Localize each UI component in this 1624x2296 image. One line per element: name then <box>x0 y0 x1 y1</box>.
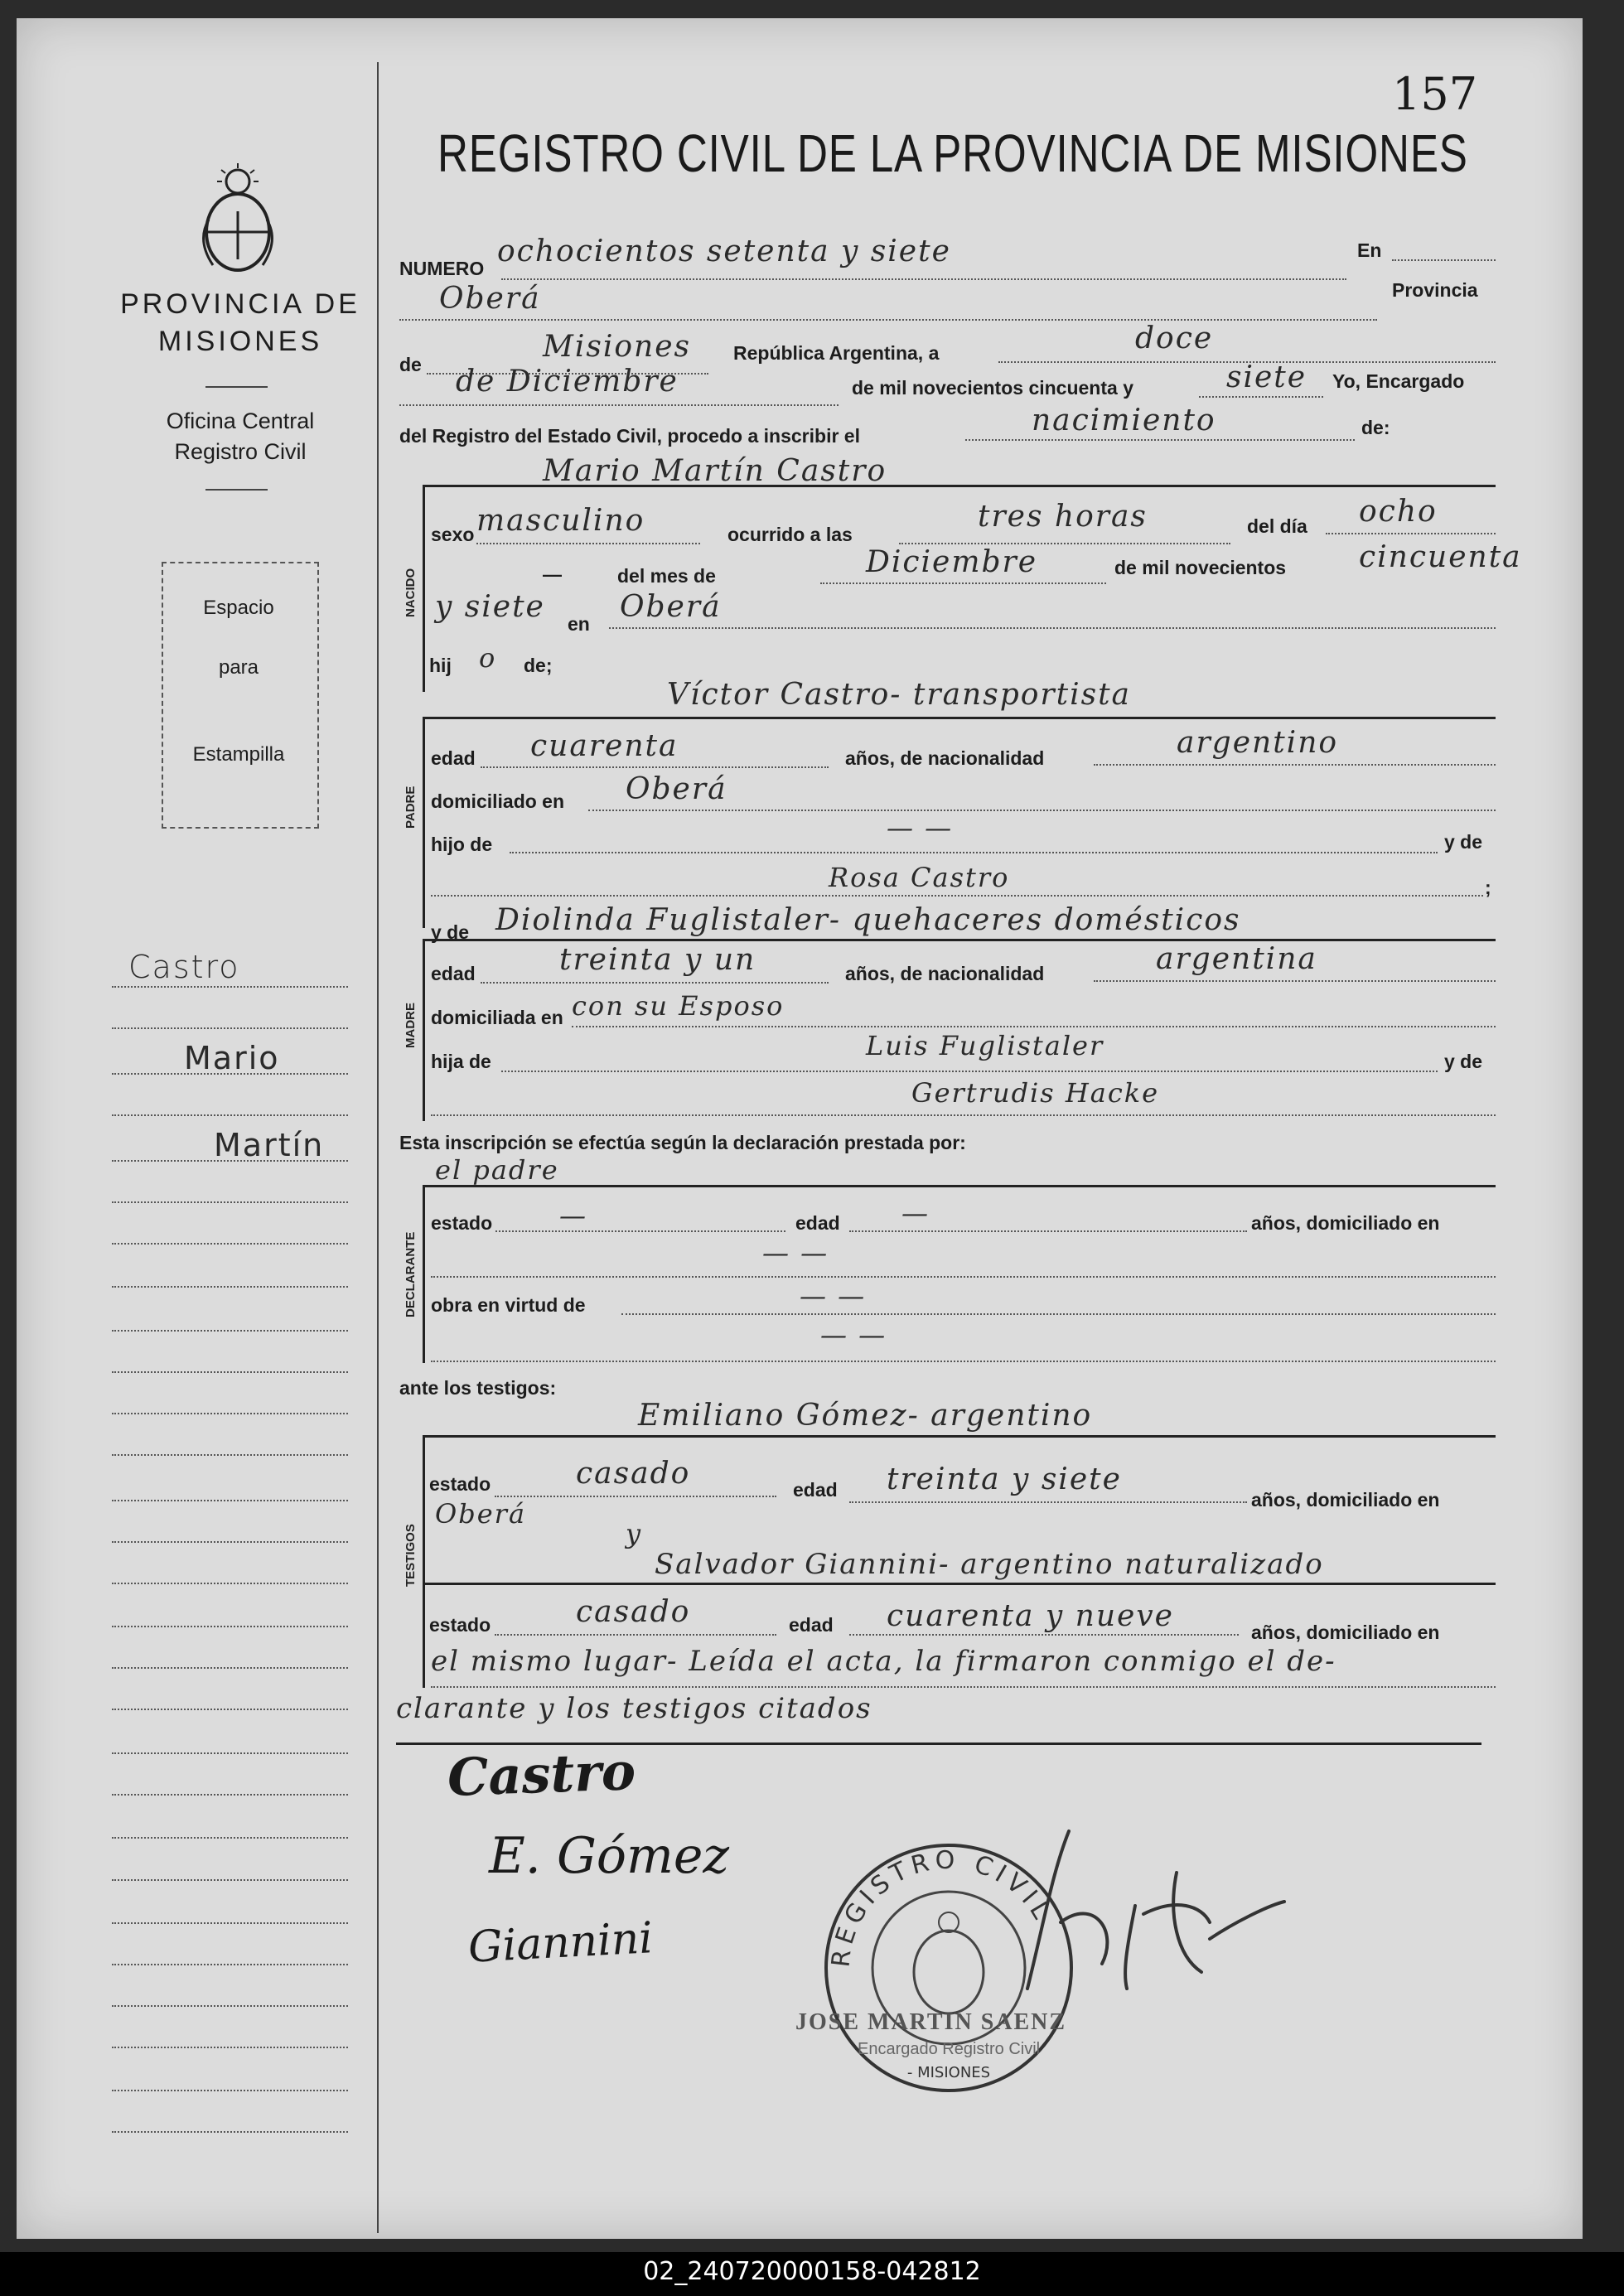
father-nac-value: argentino <box>1177 726 1339 760</box>
witness1-name: Emiliano Gómez- argentino <box>638 1399 1093 1433</box>
mother-mother-name: Gertrudis Hacke <box>911 1077 1160 1109</box>
obra-dash-2: — — <box>820 1319 887 1351</box>
witness1-edad-line <box>849 1501 1247 1503</box>
month-value: de Diciembre <box>456 365 679 399</box>
witness2-edad: cuarenta y nueve <box>887 1599 1174 1633</box>
father-edad-label: edad <box>431 747 476 769</box>
witness2-name: Salvador Giannini- argentino naturalizado <box>655 1548 1324 1581</box>
witness1-edad: treinta y siete <box>887 1462 1122 1496</box>
mother-nac-label: años, de nacionalidad <box>845 963 1045 984</box>
sexo-value: masculino <box>476 504 645 538</box>
acto-field-line <box>965 439 1355 441</box>
witness-y: y <box>626 1518 643 1549</box>
svg-text:REGISTRO CIVIL: REGISTRO CIVIL <box>826 1845 1058 1969</box>
footer-filename: 02_240720000158-042812 <box>643 2257 981 2286</box>
dia-value: ocho <box>1359 495 1438 529</box>
place-field-line <box>399 319 1377 321</box>
hij-de-label: de; <box>524 655 553 676</box>
en-place-label: en <box>568 613 590 635</box>
coat-of-arms-icon <box>192 162 283 278</box>
mother-edad-label: edad <box>431 963 476 984</box>
column-divider <box>377 62 379 2233</box>
section-bracket <box>423 485 425 692</box>
section-label-nacido: NACIDO <box>404 568 418 617</box>
declarante-edad-line <box>849 1230 1247 1232</box>
witness1-estado: casado <box>576 1457 691 1491</box>
father-name-line <box>423 717 1496 719</box>
province-name-line2: MISIONES <box>157 326 323 357</box>
en-field-line <box>1392 259 1496 261</box>
lugar-value: Oberá <box>620 590 722 624</box>
witness1-edad-label: edad <box>793 1479 838 1501</box>
page-number: 157 <box>1392 68 1478 120</box>
dash: — <box>543 563 562 585</box>
witness2-dom-label: años, domiciliado en <box>1251 1622 1440 1643</box>
sexo-field-line <box>476 543 700 544</box>
obra-line <box>621 1313 1496 1315</box>
closing-line: clarante y los testigos citados <box>396 1692 872 1725</box>
section-bracket <box>423 717 425 928</box>
svg-text:- MISIONES: - MISIONES <box>906 2064 991 2081</box>
stamp-label-3: Estampilla <box>192 743 285 766</box>
mes-field-line <box>820 582 1106 584</box>
declaracion-label: Esta inscripción se efectúa según la declaración prestada por: <box>399 1132 966 1153</box>
mother-edad-line <box>481 982 829 984</box>
dia-field-line <box>1326 533 1496 534</box>
obra-value: — — <box>800 1280 867 1312</box>
declarante-estado-value: — <box>559 1200 587 1231</box>
father-hijo-line <box>510 852 1438 853</box>
mother-yde2-label: y de <box>1444 1051 1483 1072</box>
margin-middlename: Martín <box>214 1127 325 1163</box>
de-label: de <box>399 354 422 375</box>
republica-label: República Argentina, a <box>733 342 940 364</box>
divider <box>205 386 268 388</box>
mother-dom-label: domiciliada en <box>431 1007 563 1028</box>
witness1-dom-label: años, domiciliado en <box>1251 1489 1440 1511</box>
official-name: JOSE MARTIN SAENZ <box>795 2009 1067 2035</box>
mother-name: Diolinda Fuglistaler- quehaceres domésticos <box>495 903 1241 937</box>
father-nac-label: años, de nacionalidad <box>845 747 1045 769</box>
child-name-line <box>423 485 1496 487</box>
witness1-dom: Oberá <box>435 1498 527 1530</box>
father-parent-dash: — — <box>887 812 954 843</box>
witness2-edad-line <box>849 1634 1239 1636</box>
year-value: siete <box>1226 360 1307 394</box>
hora-field-line <box>899 543 1230 544</box>
section-bracket <box>423 1185 425 1363</box>
year-field-line <box>1199 396 1323 398</box>
margin-firstname: Mario <box>184 1040 280 1076</box>
declarante-edad-label: edad <box>795 1212 840 1234</box>
office-name: Oficina Central <box>166 408 315 433</box>
declarante-estado-label: estado <box>431 1212 493 1234</box>
numero-label: NUMERO <box>399 258 485 279</box>
place-value: Oberá <box>439 282 541 316</box>
witness1-estado-line <box>495 1496 776 1497</box>
declarante-name: el padre <box>435 1154 559 1186</box>
stamp-label: Espacio <box>203 597 274 619</box>
page-title: REGISTRO CIVIL DE LA PROVINCIA DE MISIONES <box>437 123 1468 183</box>
hora-value: tres horas <box>978 500 1148 534</box>
stamp-label-2: para <box>218 656 259 679</box>
father-dom-line <box>588 810 1496 811</box>
office-name-line2: Registro Civil <box>174 439 307 464</box>
mother-father-name: Luis Fuglistaler <box>866 1030 1104 1061</box>
declarante-dom-line <box>431 1276 1496 1278</box>
signature-witness1: E. Gómez <box>489 1827 730 1885</box>
de2-label: de: <box>1361 417 1390 438</box>
section-label-madre: MADRE <box>404 1003 418 1048</box>
declarante-name-line <box>423 1185 1496 1187</box>
witness2-estado: casado <box>576 1595 691 1629</box>
mother-dom-value: con su Esposo <box>572 990 785 1022</box>
witness2-edad-label: edad <box>789 1614 834 1636</box>
mother-nac-value: argentina <box>1156 942 1317 976</box>
mes-value: Diciembre <box>866 545 1038 579</box>
numero-value: ochocientos setenta y siete <box>497 234 951 268</box>
witness2-estado-label: estado <box>429 1614 491 1636</box>
signature-declarante: Castro <box>446 1741 637 1808</box>
witness1-name-line <box>423 1435 1496 1438</box>
father-edad-line <box>481 766 829 768</box>
mother-mother-line <box>431 1114 1496 1116</box>
ocurrido-label: ocurrido a las <box>727 524 853 545</box>
anio-label: de mil novecientos <box>1114 557 1287 578</box>
witness1-estado-label: estado <box>429 1473 491 1495</box>
declarante-dom-dash: — — <box>762 1237 829 1269</box>
father-dom-label: domiciliado en <box>431 790 565 812</box>
testigos-label: ante los testigos: <box>399 1377 557 1399</box>
section-bracket <box>423 939 425 1121</box>
declarante-dom-label: años, domiciliado en <box>1251 1212 1440 1234</box>
witness2-name-line <box>423 1583 1496 1585</box>
province-name: PROVINCIA DE <box>120 288 360 320</box>
mother-yde-label: y de <box>431 921 470 943</box>
section-label-padre: PADRE <box>404 785 418 829</box>
sexo-label: sexo <box>431 524 475 545</box>
mother-edad-value: treinta y un <box>559 943 756 977</box>
mother-name-line <box>423 939 1496 941</box>
father-mother-name: Rosa Castro <box>829 862 1010 893</box>
obra-line-2 <box>431 1361 1496 1362</box>
father-mother-line <box>431 895 1483 897</box>
mother-hija-label: hija de <box>431 1051 491 1072</box>
provincia-label: Provincia <box>1392 279 1478 301</box>
section-label-declarante: DECLARANTE <box>404 1231 418 1317</box>
divider <box>205 489 268 491</box>
anio-value: cincuenta <box>1359 540 1522 574</box>
semicolon: ; <box>1485 877 1491 898</box>
declarante-estado-line <box>495 1230 785 1232</box>
anio-value-2: y siete <box>435 590 545 624</box>
father-yde-label: y de <box>1444 831 1483 853</box>
witness2-dom: el mismo lugar- Leída el acta, la firmaron conmigo el de- <box>431 1645 1336 1678</box>
en-label: En <box>1357 239 1382 261</box>
father-dom-value: Oberá <box>626 772 727 806</box>
declarante-edad-value: — <box>901 1197 930 1229</box>
mes-label: del mes de <box>617 565 716 587</box>
father-edad-value: cuarenta <box>530 729 679 763</box>
official-signature-icon <box>928 1823 1293 2022</box>
dia-label: del día <box>1247 515 1307 537</box>
section-bracket <box>423 1435 425 1688</box>
witness2-dom-line <box>431 1686 1496 1688</box>
province-value: Misiones <box>543 330 692 364</box>
obra-label: obra en virtud de <box>431 1294 586 1316</box>
margin-surname: Castro <box>128 949 240 985</box>
father-hijo-label: hijo de <box>431 834 493 855</box>
mother-nac-line <box>1094 980 1496 982</box>
year-label: de mil novecientos cincuenta y <box>852 377 1133 399</box>
mother-hija-line <box>501 1071 1438 1072</box>
signature-witness2: Giannini <box>466 1913 655 1973</box>
encargado-label: Yo, Encargado <box>1332 370 1465 392</box>
child-name: Mario Martín Castro <box>543 454 887 488</box>
witness2-estado-line <box>495 1634 776 1636</box>
section-label-testigos: TESTIGOS <box>404 1524 418 1587</box>
hij-label: hij <box>429 655 452 676</box>
acto-value: nacimiento <box>1032 404 1216 437</box>
mother-dom-line <box>572 1026 1496 1027</box>
hij-value: o <box>479 642 497 674</box>
lugar-field-line <box>609 627 1496 629</box>
day-value: doce <box>1135 321 1214 355</box>
father-nac-line <box>1094 764 1496 766</box>
father-name: Víctor Castro- transportista <box>667 678 1132 712</box>
numero-field-line <box>501 278 1346 280</box>
registro-label: del Registro del Estado Civil, procedo a inscribir el <box>399 425 860 447</box>
month-field-line <box>399 404 839 406</box>
official-title: Encargado Registro Civil <box>858 2040 1041 2058</box>
